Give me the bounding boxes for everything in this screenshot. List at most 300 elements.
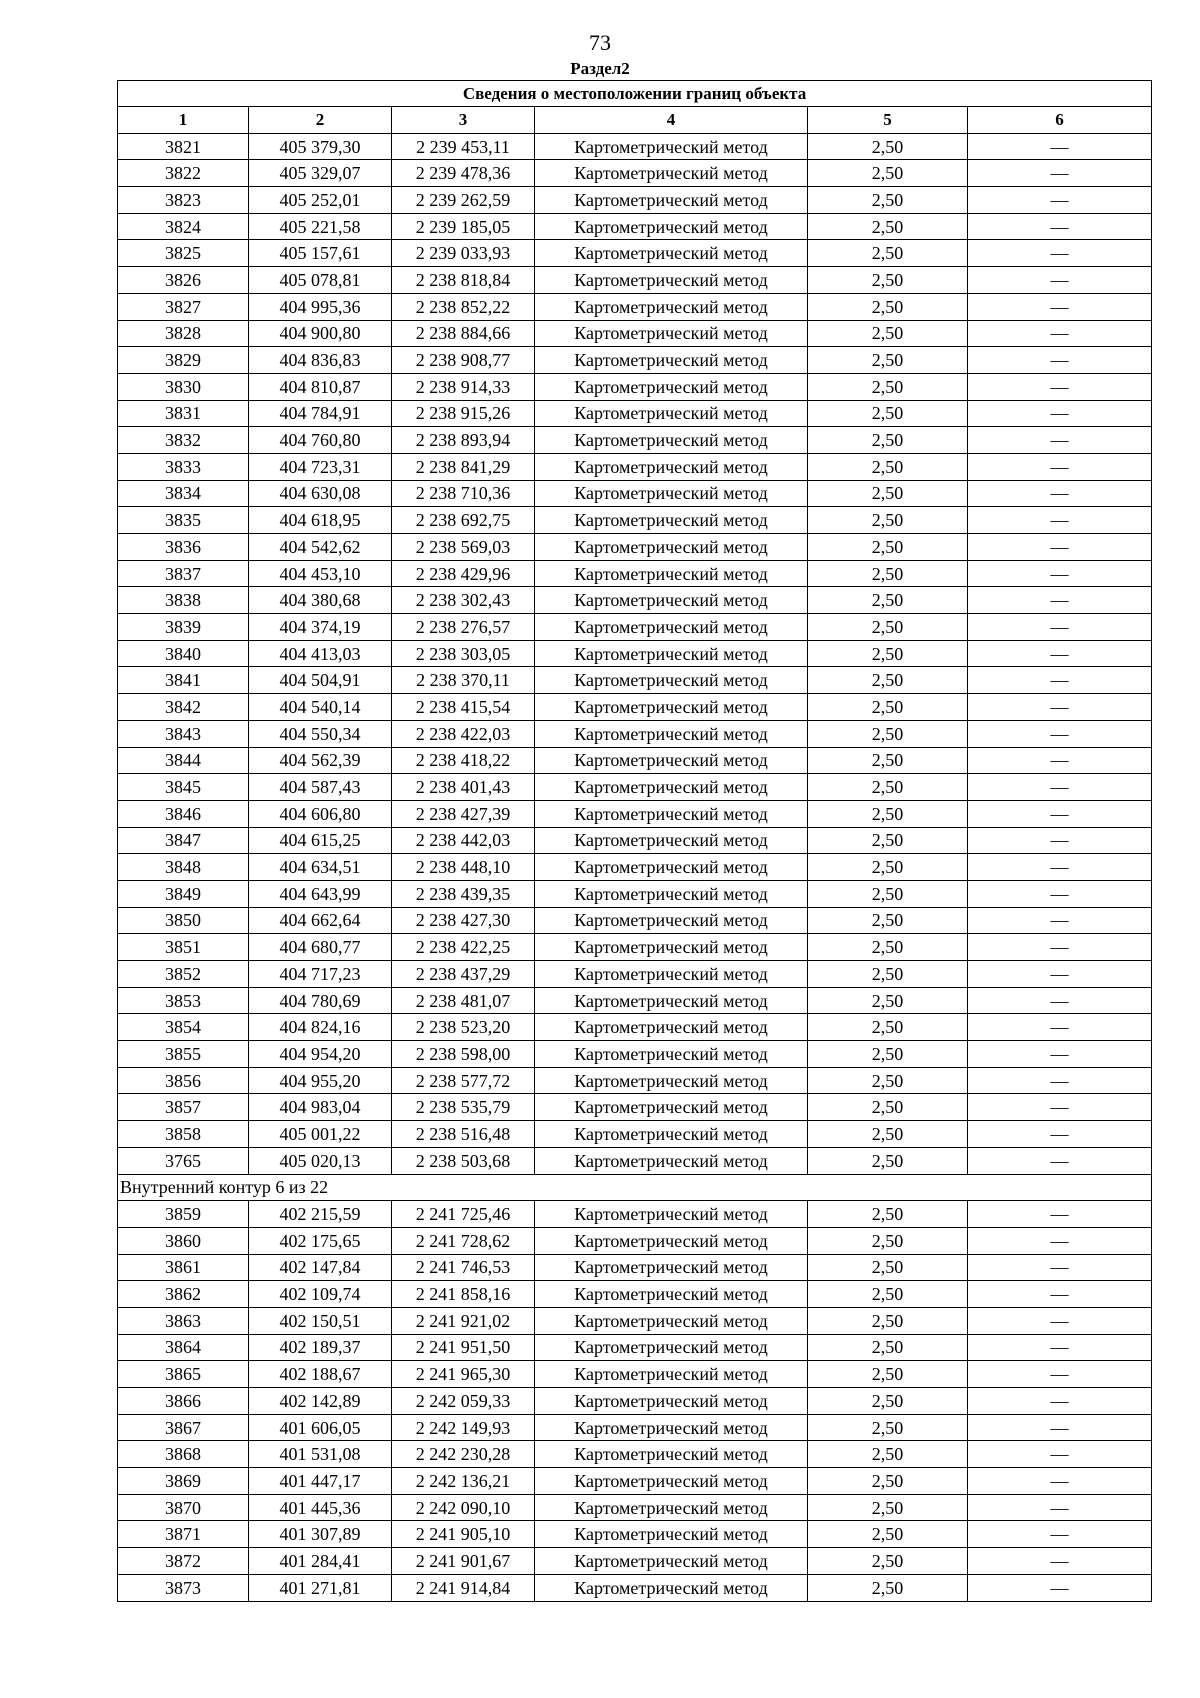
table-cell: 2,50	[808, 160, 968, 187]
table-cell: —	[968, 1334, 1152, 1361]
table-cell: 3856	[118, 1067, 249, 1094]
table-cell: —	[968, 987, 1152, 1014]
table-cell: 3836	[118, 534, 249, 561]
table-cell: 2 238 427,30	[392, 907, 535, 934]
table-cell: Картометрический метод	[535, 373, 808, 400]
table-cell: Картометрический метод	[535, 961, 808, 988]
table-cell: 2 241 901,67	[392, 1548, 535, 1575]
column-header: 2	[249, 107, 392, 134]
table-cell: 3854	[118, 1014, 249, 1041]
table-cell: 3827	[118, 293, 249, 320]
table-cell: 3835	[118, 507, 249, 534]
table-cell: 401 531,08	[249, 1441, 392, 1468]
table-cell: 404 542,62	[249, 534, 392, 561]
table-cell: 2 238 401,43	[392, 774, 535, 801]
table-cell: 3850	[118, 907, 249, 934]
table-cell: 2,50	[808, 747, 968, 774]
table-cell: 2,50	[808, 1414, 968, 1441]
table-cell: —	[968, 880, 1152, 907]
table-cell: 2,50	[808, 187, 968, 214]
table-cell: 3871	[118, 1521, 249, 1548]
table-cell: 2 239 478,36	[392, 160, 535, 187]
table-cell: —	[968, 347, 1152, 374]
table-cell: Картометрический метод	[535, 1441, 808, 1468]
table-cell: 2 241 921,02	[392, 1307, 535, 1334]
table-cell: 2 238 569,03	[392, 534, 535, 561]
table-cell: 3846	[118, 800, 249, 827]
table-row	[118, 1094, 1152, 1121]
table-cell: 2 238 577,72	[392, 1067, 535, 1094]
table-cell: Картометрический метод	[535, 1521, 808, 1548]
table-cell: —	[968, 827, 1152, 854]
table-body	[118, 133, 1152, 1601]
table-row	[118, 907, 1152, 934]
table-cell: 401 307,89	[249, 1521, 392, 1548]
table-cell: —	[968, 640, 1152, 667]
table-cell: 2 241 965,30	[392, 1361, 535, 1388]
table-cell: 2 238 535,79	[392, 1094, 535, 1121]
table-cell: 2 242 059,33	[392, 1388, 535, 1415]
table-cell: —	[968, 240, 1152, 267]
table-cell: 2 241 914,84	[392, 1574, 535, 1601]
table-row	[118, 347, 1152, 374]
table-cell: Картометрический метод	[535, 320, 808, 347]
table-cell: Картометрический метод	[535, 1548, 808, 1575]
table-row	[118, 880, 1152, 907]
table-cell: Картометрический метод	[535, 1281, 808, 1308]
table-row	[118, 854, 1152, 881]
table-cell: 404 836,83	[249, 347, 392, 374]
table-row	[118, 1521, 1152, 1548]
table-cell: 2 238 516,48	[392, 1121, 535, 1148]
table-cell: 2,50	[808, 1147, 968, 1174]
table-cell: 404 562,39	[249, 747, 392, 774]
table-cell: 404 504,91	[249, 667, 392, 694]
table-cell: 3866	[118, 1388, 249, 1415]
table-cell: 401 284,41	[249, 1548, 392, 1575]
table-row	[118, 240, 1152, 267]
table-cell: —	[968, 1254, 1152, 1281]
table-cell: 404 784,91	[249, 400, 392, 427]
table-cell: 2 238 884,66	[392, 320, 535, 347]
table-cell: 402 189,37	[249, 1334, 392, 1361]
table-cell: —	[968, 1388, 1152, 1415]
table-row	[118, 720, 1152, 747]
table-cell: 2 238 914,33	[392, 373, 535, 400]
table-cell: 2 241 728,62	[392, 1227, 535, 1254]
table-cell: Картометрический метод	[535, 640, 808, 667]
table-cell: 405 329,07	[249, 160, 392, 187]
table-cell: 2,50	[808, 961, 968, 988]
table-cell: Картометрический метод	[535, 267, 808, 294]
table-cell: Картометрический метод	[535, 1067, 808, 1094]
table-cell: 2 238 415,54	[392, 694, 535, 721]
table-cell: Картометрический метод	[535, 187, 808, 214]
table-cell: —	[968, 1468, 1152, 1495]
table-row	[118, 1574, 1152, 1601]
table-cell: 404 643,99	[249, 880, 392, 907]
column-header: 1	[118, 107, 249, 134]
table-cell: Картометрический метод	[535, 827, 808, 854]
table-cell: 401 606,05	[249, 1414, 392, 1441]
table-row	[118, 1254, 1152, 1281]
table-cell: —	[968, 480, 1152, 507]
table-cell: 404 723,31	[249, 453, 392, 480]
table-cell: 3872	[118, 1548, 249, 1575]
table-cell: 3857	[118, 1094, 249, 1121]
table-row	[118, 187, 1152, 214]
table-cell: Картометрический метод	[535, 1014, 808, 1041]
table-cell: 2 238 818,84	[392, 267, 535, 294]
table-cell: 404 760,80	[249, 427, 392, 454]
table-cell: Картометрический метод	[535, 720, 808, 747]
table-row	[118, 1014, 1152, 1041]
table-row	[118, 1147, 1152, 1174]
table-cell: Картометрический метод	[535, 1361, 808, 1388]
table-cell: Картометрический метод	[535, 560, 808, 587]
table-cell: 3864	[118, 1334, 249, 1361]
table-row	[118, 267, 1152, 294]
table-cell: 2,50	[808, 880, 968, 907]
table-row	[118, 1494, 1152, 1521]
table-cell: 404 662,64	[249, 907, 392, 934]
table-cell: Картометрический метод	[535, 1254, 808, 1281]
table-cell: 2 241 725,46	[392, 1201, 535, 1228]
table-cell: Картометрический метод	[535, 987, 808, 1014]
column-header-row	[118, 107, 1152, 134]
table-cell: 405 379,30	[249, 133, 392, 160]
table-cell: Картометрический метод	[535, 907, 808, 934]
table-cell: Картометрический метод	[535, 534, 808, 561]
table-cell: 3855	[118, 1041, 249, 1068]
table-row	[118, 1388, 1152, 1415]
table-cell: 404 717,23	[249, 961, 392, 988]
table-cell: 3861	[118, 1254, 249, 1281]
table-cell: 404 955,20	[249, 1067, 392, 1094]
table-cell: —	[968, 453, 1152, 480]
table-cell: 405 020,13	[249, 1147, 392, 1174]
table-row	[118, 1281, 1152, 1308]
table-cell: 2,50	[808, 854, 968, 881]
table-cell: 2,50	[808, 293, 968, 320]
table-cell: Картометрический метод	[535, 400, 808, 427]
table-cell: 2 241 858,16	[392, 1281, 535, 1308]
table-cell: 2,50	[808, 720, 968, 747]
table-cell: 402 175,65	[249, 1227, 392, 1254]
table-row	[118, 560, 1152, 587]
table-cell: 2,50	[808, 1494, 968, 1521]
table-cell: Картометрический метод	[535, 160, 808, 187]
table-cell: 3833	[118, 453, 249, 480]
table-cell: 2,50	[808, 934, 968, 961]
table-cell: 404 630,08	[249, 480, 392, 507]
table-cell: 2 238 439,35	[392, 880, 535, 907]
table-cell: 2,50	[808, 320, 968, 347]
table-cell: 2 242 090,10	[392, 1494, 535, 1521]
table-cell: 2 238 523,20	[392, 1014, 535, 1041]
table-cell: 2,50	[808, 800, 968, 827]
column-header: 6	[968, 107, 1152, 134]
table-cell: —	[968, 800, 1152, 827]
table-cell: 2,50	[808, 1468, 968, 1495]
table-cell: 401 445,36	[249, 1494, 392, 1521]
table-cell: 404 618,95	[249, 507, 392, 534]
table-cell: 2 238 370,11	[392, 667, 535, 694]
table-cell: 404 413,03	[249, 640, 392, 667]
table-cell: 2 238 422,25	[392, 934, 535, 961]
table-cell: —	[968, 934, 1152, 961]
table-cell: 2 238 503,68	[392, 1147, 535, 1174]
table-cell: 2,50	[808, 1227, 968, 1254]
table-row	[118, 694, 1152, 721]
table-cell: 2 239 185,05	[392, 213, 535, 240]
table-row	[118, 1334, 1152, 1361]
table-cell: 3837	[118, 560, 249, 587]
table-cell: 2 241 905,10	[392, 1521, 535, 1548]
table-cell: —	[968, 1414, 1152, 1441]
table-row	[118, 160, 1152, 187]
table-row	[118, 961, 1152, 988]
table-cell: Картометрический метод	[535, 1227, 808, 1254]
table-cell: 402 188,67	[249, 1361, 392, 1388]
table-cell: 3853	[118, 987, 249, 1014]
table-row	[118, 934, 1152, 961]
table-cell: Картометрический метод	[535, 507, 808, 534]
table-cell: 2,50	[808, 1094, 968, 1121]
table-cell: 402 147,84	[249, 1254, 392, 1281]
table-cell: 2,50	[808, 1441, 968, 1468]
table-cell: 402 109,74	[249, 1281, 392, 1308]
table-cell: 2,50	[808, 587, 968, 614]
table-row	[118, 667, 1152, 694]
table-row	[118, 747, 1152, 774]
table-cell: —	[968, 854, 1152, 881]
table-cell: —	[968, 774, 1152, 801]
table-cell: 2 238 429,96	[392, 560, 535, 587]
table-cell: —	[968, 667, 1152, 694]
table-cell: 2,50	[808, 534, 968, 561]
table-cell: —	[968, 160, 1152, 187]
table-row	[118, 1361, 1152, 1388]
table-row	[118, 640, 1152, 667]
table-row	[118, 1041, 1152, 1068]
table-cell: Картометрический метод	[535, 1147, 808, 1174]
table-cell: —	[968, 907, 1152, 934]
table-cell: 2 238 418,22	[392, 747, 535, 774]
table-cell: 3842	[118, 694, 249, 721]
table-cell: 2 242 136,21	[392, 1468, 535, 1495]
table-cell: 405 001,22	[249, 1121, 392, 1148]
table-cell: 2 239 262,59	[392, 187, 535, 214]
table-cell: 2,50	[808, 1361, 968, 1388]
table-row	[118, 427, 1152, 454]
table-cell: 404 900,80	[249, 320, 392, 347]
table-cell: 3859	[118, 1201, 249, 1228]
table-cell: 3865	[118, 1361, 249, 1388]
table-cell: 2 238 893,94	[392, 427, 535, 454]
table-cell: 401 447,17	[249, 1468, 392, 1495]
table-cell: —	[968, 267, 1152, 294]
table-cell: 2,50	[808, 453, 968, 480]
table-cell: —	[968, 400, 1152, 427]
table-cell: 2,50	[808, 1201, 968, 1228]
table-cell: 3821	[118, 133, 249, 160]
table-cell: —	[968, 961, 1152, 988]
table-cell: 2 238 915,26	[392, 400, 535, 427]
table-row	[118, 800, 1152, 827]
table-cell: —	[968, 1441, 1152, 1468]
table-cell: 3839	[118, 614, 249, 641]
table-cell: 3829	[118, 347, 249, 374]
table-row	[118, 293, 1152, 320]
table-cell: 2 241 746,53	[392, 1254, 535, 1281]
table-caption: Сведения о местоположении границ объекта	[118, 81, 1152, 107]
table-cell: 3834	[118, 480, 249, 507]
table-cell: 2 238 598,00	[392, 1041, 535, 1068]
table-cell: 404 374,19	[249, 614, 392, 641]
table-row	[118, 1414, 1152, 1441]
table-cell: 2,50	[808, 1521, 968, 1548]
table-cell: 2,50	[808, 1334, 968, 1361]
table-cell: 3828	[118, 320, 249, 347]
table-row	[118, 1227, 1152, 1254]
table-cell: 404 615,25	[249, 827, 392, 854]
table-cell: 3838	[118, 587, 249, 614]
table-cell: 3765	[118, 1147, 249, 1174]
table-cell: Картометрический метод	[535, 213, 808, 240]
table-cell: 2,50	[808, 667, 968, 694]
table-cell: —	[968, 373, 1152, 400]
table-cell: 2 238 303,05	[392, 640, 535, 667]
table-row	[118, 587, 1152, 614]
table-cell: 404 634,51	[249, 854, 392, 881]
column-header: 3	[392, 107, 535, 134]
table-cell: —	[968, 534, 1152, 561]
table-cell: 404 453,10	[249, 560, 392, 587]
table-cell: 404 606,80	[249, 800, 392, 827]
table-cell: Картометрический метод	[535, 1307, 808, 1334]
table-cell: 2,50	[808, 1388, 968, 1415]
table-cell: 2 238 710,36	[392, 480, 535, 507]
table-cell: 2,50	[808, 427, 968, 454]
table-cell: 3822	[118, 160, 249, 187]
table-cell: 3824	[118, 213, 249, 240]
table-row	[118, 373, 1152, 400]
table-cell: 2 238 448,10	[392, 854, 535, 881]
table-cell: —	[968, 1121, 1152, 1148]
table-cell: 405 157,61	[249, 240, 392, 267]
table-cell: 3862	[118, 1281, 249, 1308]
table-cell: 2 238 437,29	[392, 961, 535, 988]
table-row	[118, 827, 1152, 854]
table-cell: 3825	[118, 240, 249, 267]
table-cell: Картометрический метод	[535, 800, 808, 827]
table-cell: Картометрический метод	[535, 293, 808, 320]
table-cell: —	[968, 1014, 1152, 1041]
table-row	[118, 987, 1152, 1014]
table-cell: —	[968, 614, 1152, 641]
table-row	[118, 213, 1152, 240]
table-cell: —	[968, 1521, 1152, 1548]
table-cell: 2,50	[808, 400, 968, 427]
table-cell: 404 824,16	[249, 1014, 392, 1041]
table-cell: 2,50	[808, 240, 968, 267]
table-cell: —	[968, 560, 1152, 587]
table-cell: 2,50	[808, 1014, 968, 1041]
table-cell: —	[968, 747, 1152, 774]
table-cell: Картометрический метод	[535, 854, 808, 881]
table-cell: 3840	[118, 640, 249, 667]
table-cell: —	[968, 427, 1152, 454]
table-cell: 404 680,77	[249, 934, 392, 961]
table-cell: 2,50	[808, 640, 968, 667]
table-row	[118, 480, 1152, 507]
table-cell: Картометрический метод	[535, 1041, 808, 1068]
table-cell: 404 540,14	[249, 694, 392, 721]
table-cell: 404 550,34	[249, 720, 392, 747]
table-cell: 3868	[118, 1441, 249, 1468]
table-cell: 2,50	[808, 560, 968, 587]
table-cell: —	[968, 320, 1152, 347]
table-cell: 2,50	[808, 267, 968, 294]
table-cell: —	[968, 1361, 1152, 1388]
table-cell: 2 238 692,75	[392, 507, 535, 534]
table-cell: Картометрический метод	[535, 1094, 808, 1121]
table-cell: 401 271,81	[249, 1574, 392, 1601]
table-cell: 404 587,43	[249, 774, 392, 801]
table-cell: Картометрический метод	[535, 347, 808, 374]
table-cell: 3863	[118, 1307, 249, 1334]
table-cell: Картометрический метод	[535, 747, 808, 774]
table-cell: 2,50	[808, 614, 968, 641]
table-cell: 3848	[118, 854, 249, 881]
table-cell: 2,50	[808, 1067, 968, 1094]
table-cell: —	[968, 1307, 1152, 1334]
table-cell: 402 150,51	[249, 1307, 392, 1334]
table-cell: —	[968, 213, 1152, 240]
table-cell: —	[968, 1041, 1152, 1068]
contour-subheading: Внутренний контур 6 из 22	[118, 1174, 1152, 1201]
table-row	[118, 774, 1152, 801]
table-cell: Картометрический метод	[535, 453, 808, 480]
table-cell: 3867	[118, 1414, 249, 1441]
table-caption-row	[118, 81, 1152, 107]
table-cell: 402 215,59	[249, 1201, 392, 1228]
table-cell: 2,50	[808, 507, 968, 534]
table-cell: 2 238 442,03	[392, 827, 535, 854]
table-cell: 3843	[118, 720, 249, 747]
table-cell: —	[968, 1067, 1152, 1094]
table-row	[118, 534, 1152, 561]
table-cell: Картометрический метод	[535, 240, 808, 267]
table-cell: 2,50	[808, 1548, 968, 1575]
table-cell: 402 142,89	[249, 1388, 392, 1415]
table-cell: —	[968, 694, 1152, 721]
table-row	[118, 133, 1152, 160]
table-cell: 2 238 422,03	[392, 720, 535, 747]
table-cell: 2 238 852,22	[392, 293, 535, 320]
table-cell: Картометрический метод	[535, 133, 808, 160]
table-cell: 2 242 230,28	[392, 1441, 535, 1468]
table-cell: 2 238 481,07	[392, 987, 535, 1014]
page-number: 73	[589, 30, 611, 55]
table-cell: 2,50	[808, 907, 968, 934]
table-cell: Картометрический метод	[535, 480, 808, 507]
table-cell: 2,50	[808, 987, 968, 1014]
table-cell: Картометрический метод	[535, 1574, 808, 1601]
table-cell: 2 238 276,57	[392, 614, 535, 641]
table-cell: 2,50	[808, 827, 968, 854]
